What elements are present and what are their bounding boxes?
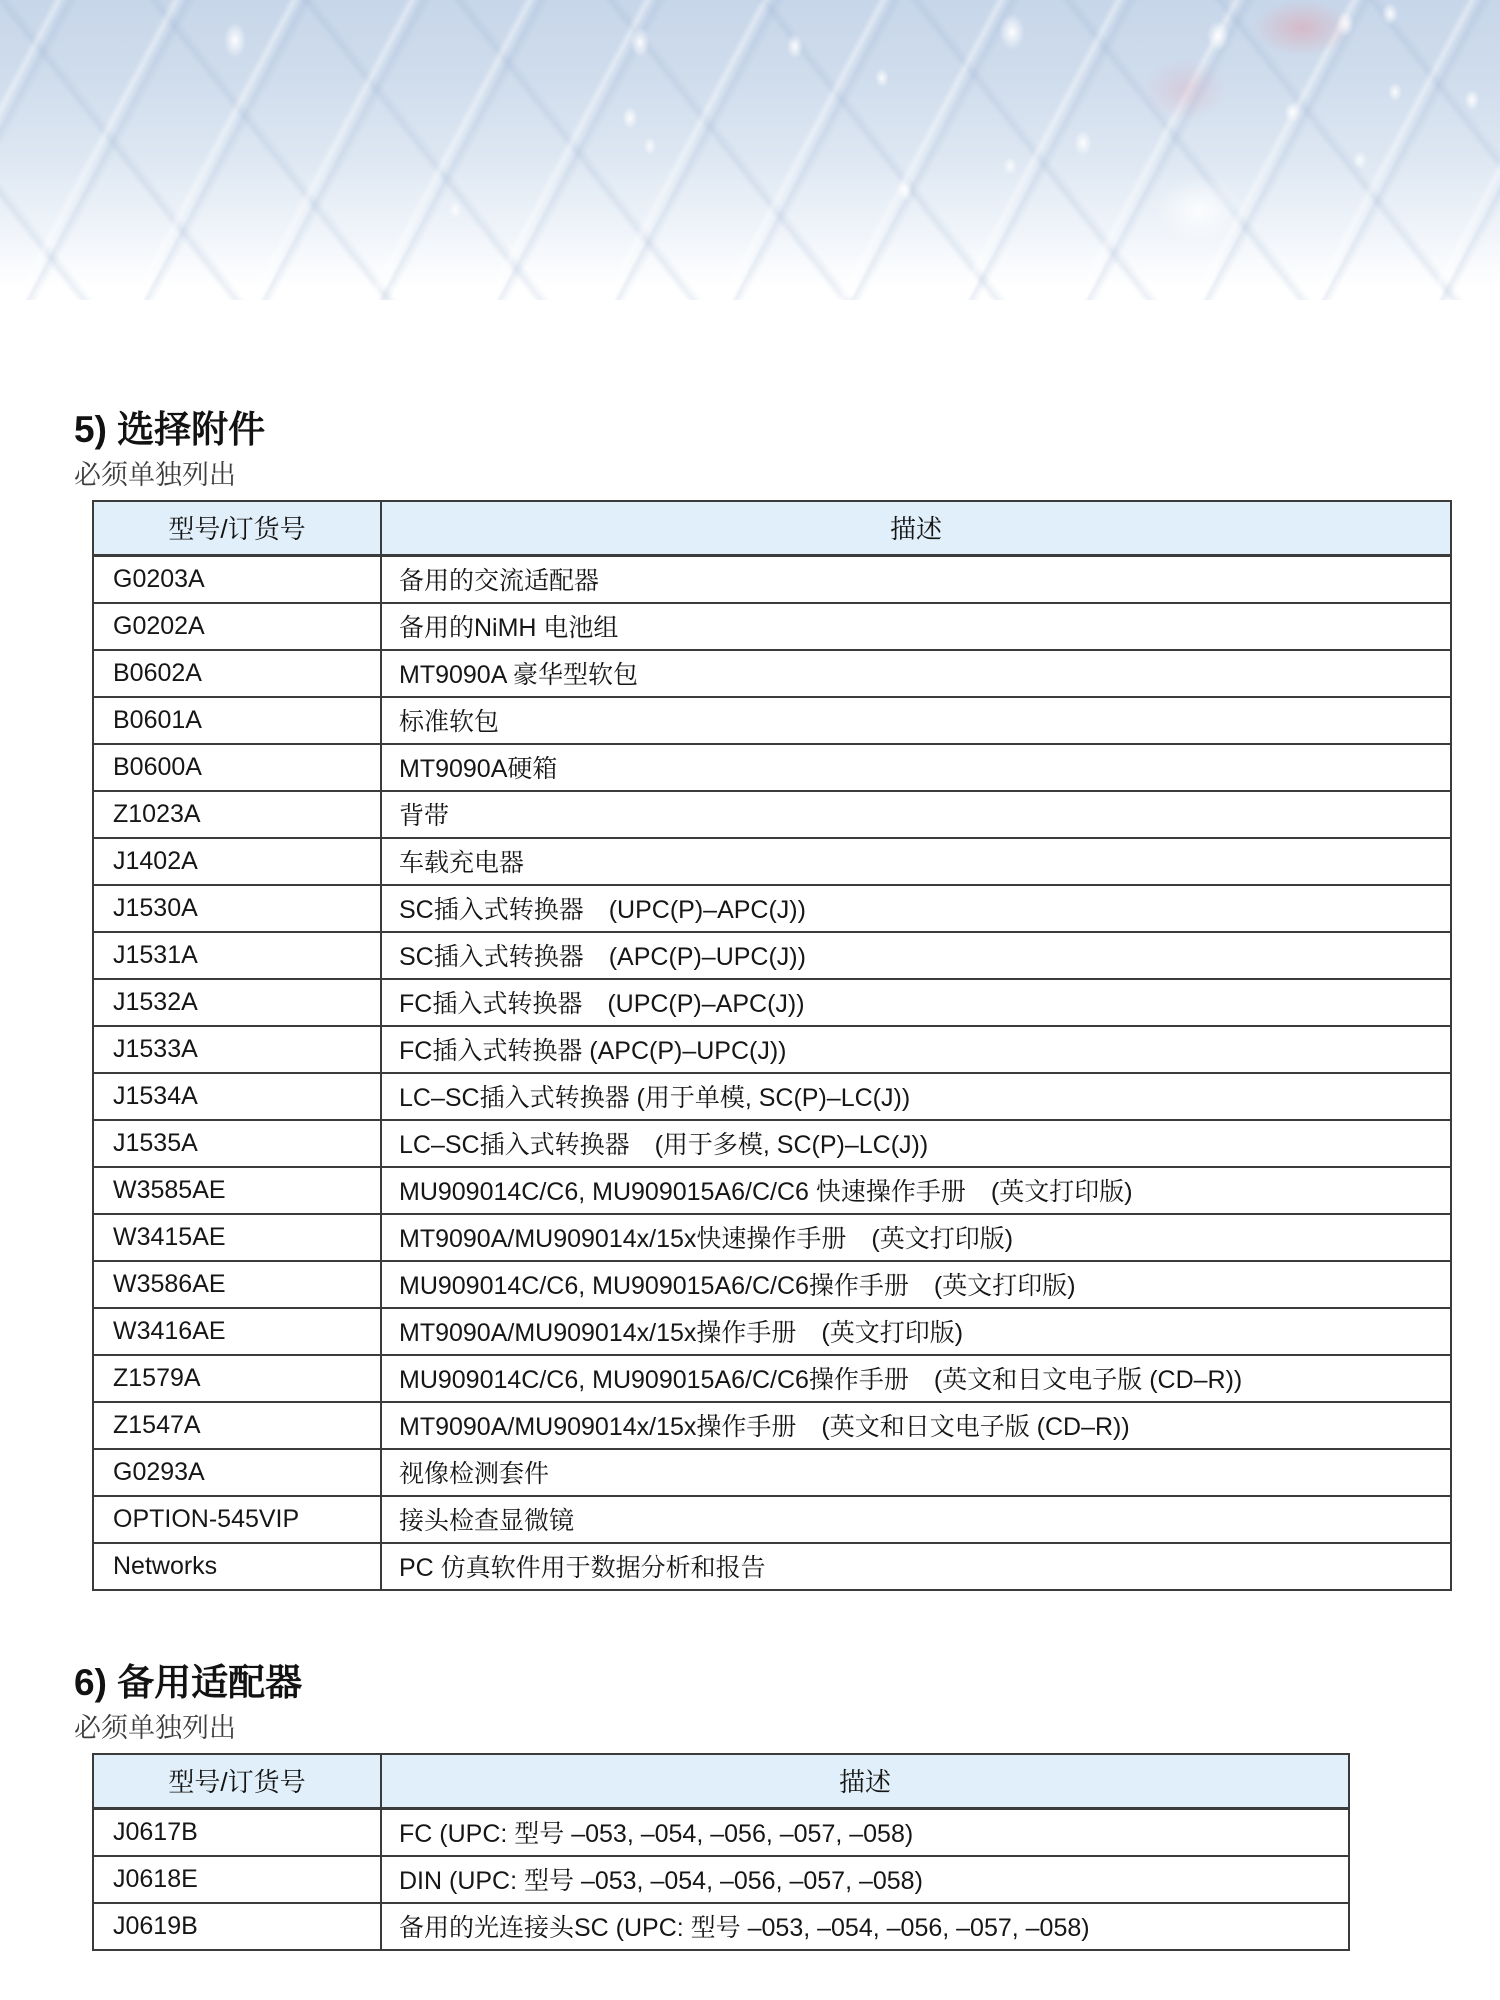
description-cell: PC 仿真软件用于数据分析和报告	[381, 1543, 1451, 1590]
description-cell: MU909014C/C6, MU909015A6/C/C6 快速操作手册 (英文打印版)	[381, 1167, 1451, 1214]
table-row	[93, 1026, 1451, 1073]
page-content	[0, 300, 1500, 1951]
table-row	[93, 791, 1451, 838]
model-cell: J0617B	[93, 1809, 381, 1857]
table-row	[93, 932, 1451, 979]
section-title: 5) 选择附件	[74, 409, 266, 450]
description-cell: 背带	[381, 791, 1451, 838]
table-row	[93, 1167, 1451, 1214]
table-header-row	[93, 1754, 1349, 1809]
description-cell: MT9090A/MU909014x/15x快速操作手册 (英文打印版)	[381, 1214, 1451, 1261]
table-row	[93, 1402, 1451, 1449]
table-header-row	[93, 501, 1451, 556]
table-row	[93, 1903, 1349, 1950]
model-cell: J1533A	[93, 1026, 381, 1073]
description-cell: DIN (UPC: 型号 –053, –054, –056, –057, –058)	[381, 1856, 1349, 1903]
model-cell: OPTION-545VIP	[93, 1496, 381, 1543]
model-cell: Z1023A	[93, 791, 381, 838]
table-row	[93, 650, 1451, 697]
model-cell: Networks	[93, 1543, 381, 1590]
description-cell: MU909014C/C6, MU909015A6/C/C6操作手册 (英文打印版)	[381, 1261, 1451, 1308]
model-cell: Z1579A	[93, 1355, 381, 1402]
description-cell: 标准软包	[381, 697, 1451, 744]
table-row	[93, 1073, 1451, 1120]
model-cell: J1534A	[93, 1073, 381, 1120]
table-row	[93, 885, 1451, 932]
description-cell: 车载充电器	[381, 838, 1451, 885]
model-cell: B0602A	[93, 650, 381, 697]
model-cell: B0600A	[93, 744, 381, 791]
model-cell: J1530A	[93, 885, 381, 932]
table-row	[93, 603, 1451, 650]
model-cell: W3416AE	[93, 1308, 381, 1355]
table-row	[93, 1214, 1451, 1261]
description-cell: 备用的交流适配器	[381, 556, 1451, 604]
model-cell: G0202A	[93, 603, 381, 650]
description-cell: SC插入式转换器 (APC(P)–UPC(J))	[381, 932, 1451, 979]
description-cell: SC插入式转换器 (UPC(P)–APC(J))	[381, 885, 1451, 932]
description-cell: 备用的NiMH 电池组	[381, 603, 1451, 650]
table-row	[93, 556, 1451, 604]
table-row	[93, 979, 1451, 1026]
model-cell: J1402A	[93, 838, 381, 885]
model-column-header: 型号/订货号	[93, 501, 381, 556]
section-spare-adapters	[0, 1591, 1500, 1951]
description-cell: MU909014C/C6, MU909015A6/C/C6操作手册 (英文和日文电子版 (CD–R))	[381, 1355, 1451, 1402]
table-row	[93, 744, 1451, 791]
accessories-table	[92, 500, 1452, 1591]
table-row	[93, 1449, 1451, 1496]
model-cell: J1531A	[93, 932, 381, 979]
table-row	[93, 1120, 1451, 1167]
model-cell: J0618E	[93, 1856, 381, 1903]
adapters-table	[92, 1753, 1350, 1951]
table-row	[93, 697, 1451, 744]
table-row	[93, 1809, 1349, 1857]
table-row	[93, 1496, 1451, 1543]
decorative-banner-image	[0, 0, 1500, 300]
model-cell: J0619B	[93, 1903, 381, 1950]
description-cell: FC插入式转换器 (UPC(P)–APC(J))	[381, 979, 1451, 1026]
model-column-header: 型号/订货号	[93, 1754, 381, 1809]
description-cell: 视像检测套件	[381, 1449, 1451, 1496]
table-row	[93, 1261, 1451, 1308]
model-cell: Z1547A	[93, 1402, 381, 1449]
model-cell: J1532A	[93, 979, 381, 1026]
description-cell: MT9090A/MU909014x/15x操作手册 (英文打印版)	[381, 1308, 1451, 1355]
description-cell: MT9090A 豪华型软包	[381, 650, 1451, 697]
section-selected-accessories	[0, 300, 1500, 1591]
description-cell: MT9090A硬箱	[381, 744, 1451, 791]
table-row	[93, 838, 1451, 885]
model-cell: G0203A	[93, 556, 381, 604]
model-cell: J1535A	[93, 1120, 381, 1167]
table-row	[93, 1543, 1451, 1590]
section-title: 6) 备用适配器	[74, 1662, 303, 1703]
description-cell: 接头检查显微镜	[381, 1496, 1451, 1543]
model-cell: G0293A	[93, 1449, 381, 1496]
description-cell: LC–SC插入式转换器 (用于单模, SC(P)–LC(J))	[381, 1073, 1451, 1120]
description-column-header: 描述	[381, 501, 1451, 556]
model-cell: W3415AE	[93, 1214, 381, 1261]
model-cell: W3585AE	[93, 1167, 381, 1214]
section-subtitle: 必须单独列出	[74, 1713, 236, 1743]
description-cell: 备用的光连接头SC (UPC: 型号 –053, –054, –056, –057, –058)	[381, 1903, 1349, 1950]
model-cell: W3586AE	[93, 1261, 381, 1308]
description-column-header: 描述	[381, 1754, 1349, 1809]
description-cell: FC插入式转换器 (APC(P)–UPC(J))	[381, 1026, 1451, 1073]
table-row	[93, 1308, 1451, 1355]
table-row	[93, 1856, 1349, 1903]
table-row	[93, 1355, 1451, 1402]
model-cell: B0601A	[93, 697, 381, 744]
section-subtitle: 必须单独列出	[74, 460, 236, 490]
description-cell: LC–SC插入式转换器 (用于多模, SC(P)–LC(J))	[381, 1120, 1451, 1167]
description-cell: FC (UPC: 型号 –053, –054, –056, –057, –058)	[381, 1809, 1349, 1857]
description-cell: MT9090A/MU909014x/15x操作手册 (英文和日文电子版 (CD–R))	[381, 1402, 1451, 1449]
